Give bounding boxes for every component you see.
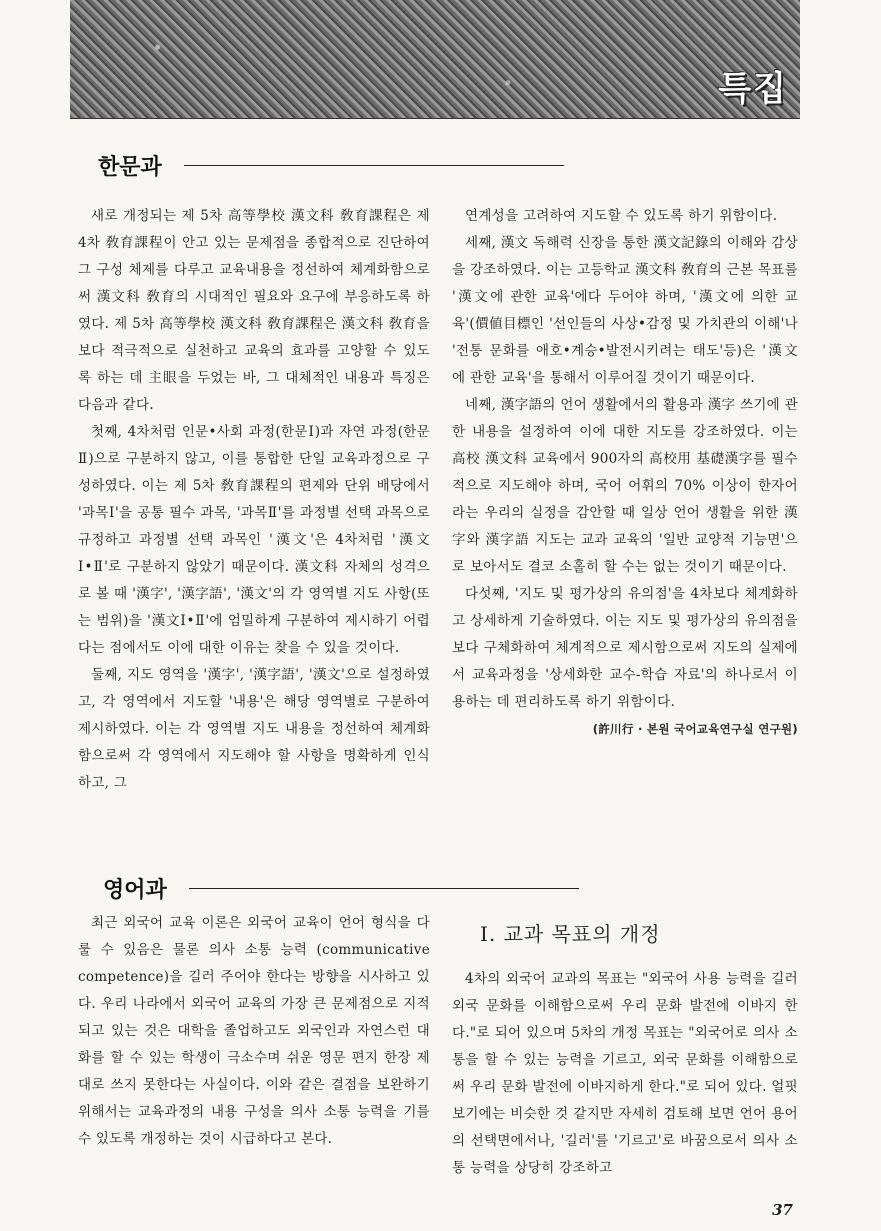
paragraph: 최근 외국어 교육 이론은 외국어 교육이 언어 형식을 다룰 수 있음은 물론 의사 소통 능력 (communicative competence)을 길러 주어야 한다는 방향을 시사하고 있다. 우리 나라에서 외국어 교육의 가장 큰 문제점으로 지적되고 있는 것은 대학을 졸업하고도 외국인과 자연스런 대화를 할 수 있는 학생이 극소수며 쉬운 영문 편지 한장 제대로 쓰지 못한다는 사실이다. 이와 같은 결점을 보완하기 위해서는 교육과정의 내용 구성을 의사 소통 능력을 기를 수 있도록 개정하는 것이 시급하다고 본다.	[78, 915, 430, 1147]
paragraph: 4차의 외국어 교과의 목표는 "외국어 사용 능력을 길러 외국 문화를 이해함으로써 우리 문화 발전에 이바지 한다."로 되어 있으며 5차의 개정 목표는 "외국어로 의사 소통을 할 수 있는 능력을 기르고, 외국 문화를 이해함으로써 우리 문화 발전에 이바지하게 한다."로 되어 있다. 얼핏 보기에는 비슷한 것 같지만 자세히 검토해 보면 언어 용어의 선택면에서나, '길러'를 '기르고'로 바꿈으로서 의사 소통 능력을 상당히 강조하고	[452, 971, 798, 1176]
author-credit: (許川行 · 본원 국어교육연구실 연구원)	[592, 722, 798, 736]
paragraph: 첫째, 4차처럼 인문•사회 과정(한문Ⅰ)과 자연 과정(한문Ⅱ)으로 구분하지 않고, 이를 통합한 단일 교육과정으로 구성하였다. 이는 제 5차 敎育課程의 편제와 단위 배당에서 '과목Ⅰ'을 공통 필수 과목, '과목Ⅱ'를 과정별 선택 과목으로 규정하고 과정별 선택 과목인 '漢文'은 4차처럼 '漢文Ⅰ•Ⅱ'로 구분하지 않았기 때문이다. 漢文科 자체의 성격으로 볼 때 '漢字', '漢字語', '漢文'의 각 영역별 지도 사항(또는 범위)을 '漢文Ⅰ•Ⅱ'에 엄밀하게 구분하여 제시하기 어렵다는 점에서도 이에 대한 이유는 찾을 수 있을 것이다.	[78, 424, 430, 656]
feature-badge: 특집	[718, 69, 788, 109]
page-number: 37	[772, 1201, 793, 1219]
section1-left-column	[78, 203, 430, 797]
section-title: 영어과	[103, 878, 167, 903]
section2-right-column	[452, 966, 798, 1182]
section-heading-english	[103, 873, 579, 904]
paragraph: 새로 개정되는 제 5차 高等學校 漢文科 敎育課程은 제 4차 敎育課程이 안고 있는 문제점을 종합적으로 진단하여 그 구성 체제를 다루고 교육내용을 정선하여 체계화함으로써 漢文科 敎育의 시대적인 필요와 요구에 부응하도록 하였다. 제 5차 高等學校 漢文科 敎育課程은 漢文科 敎育을 보다 적극적으로 실천하고 교육의 효과를 고양할 수 있도록 하는 데 主眼을 두었는 바, 그 대체적인 내용과 특징은 다음과 같다.	[78, 208, 430, 413]
section-title: 한문과	[98, 155, 162, 180]
heading-rule	[184, 165, 564, 166]
paragraph: 둘째, 지도 영역을 '漢字', '漢字語', '漢文'으로 설정하였고, 각 영역에서 지도할 '내용'은 해당 영역별로 구분하여 제시하였다. 이는 각 영역별 지도 내용을 정선하여 체계화함으로써 각 영역에서 지도해야 할 사항을 명확하게 인식하고, 그	[78, 667, 430, 791]
subheading: Ⅰ. 교과 목표의 개정	[480, 922, 661, 946]
section-heading-hanmun	[98, 150, 564, 181]
section2-left-column	[78, 910, 430, 1153]
section1-right-column	[452, 203, 798, 743]
header-banner	[70, 0, 800, 119]
paragraph: 연계성을 고려하여 지도할 수 있도록 하기 위함이다.	[465, 208, 778, 224]
paragraph: 네째, 漢字語의 언어 생활에서의 활용과 漢字 쓰기에 관한 내용을 설정하여 이에 대한 지도를 강조하였다. 이는 高校 漢文科 교육에서 900자의 高校用 基礎漢字를 필수적으로 지도해야 하며, 국어 어휘의 70% 이상이 한자어라는 우리의 실정을 감안할 때 일상 언어 생활을 위한 漢字와 漢字語 지도는 교과 교육의 '일반 교양적 기능면'으로 보아서도 결코 소홀히 할 수는 없는 것이기 때문이다.	[452, 397, 798, 575]
paragraph: 세째, 漢文 독해력 신장을 통한 漢文記錄의 이해와 감상을 강조하였다. 이는 고등학교 漢文科 敎育의 근본 목표를 '漢文에 관한 교육'에다 두어야 하며, '漢文에 의한 교육'(價値目標인 '선인들의 사상•감정 및 가치관의 이해'나 '전통 문화를 애호•계승•발전시키려는 태도'등)은 '漢文에 관한 교육'을 통해서 이루어질 것이기 때문이다.	[452, 235, 798, 386]
paragraph: 다섯째, '지도 및 평가상의 유의점'을 4차보다 체계화하고 상세하게 기술하였다. 이는 지도 및 평가상의 유의점을 보다 구체화하여 체계적으로 제시함으로써 지도의 실제에서 교육과정을 '상세화한 교수-학습 자료'의 하나로서 이용하는 데 편리하도록 하기 위함이다.	[452, 586, 798, 710]
heading-rule	[189, 888, 579, 889]
